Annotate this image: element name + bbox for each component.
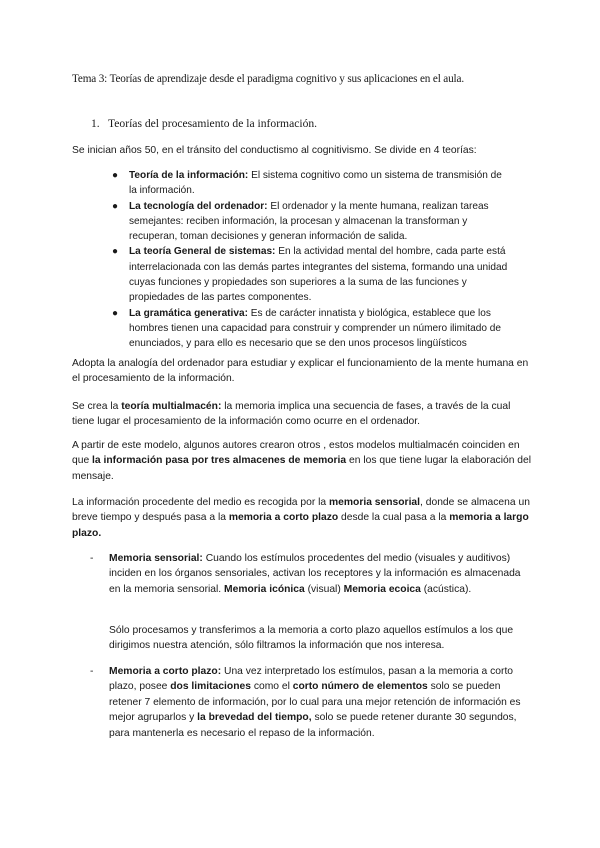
multistore-paragraph: [72, 399, 532, 430]
text-run: (acústica).: [420, 583, 472, 595]
bold-run: la brevedad del tiempo,: [197, 712, 312, 724]
text-run: Se crea la: [72, 401, 122, 412]
sensory-memory-text: [109, 551, 530, 597]
text-run: como el: [250, 681, 293, 693]
short-term-memory-text: [109, 664, 530, 741]
dash-marker: -: [90, 553, 94, 564]
theory-text: El sistema cognitivo como un sistema de transmisión de la información.: [129, 170, 502, 197]
bold-run: Memoria ecoica: [343, 583, 421, 595]
text-run: A partir de este modelo, algunos autores crearon otros , estos modelos multialmacén coinciden en que: [72, 440, 520, 467]
text-run: desde la cual pasa a la: [338, 512, 450, 524]
theories-list: [112, 168, 512, 352]
model-paragraph: [72, 438, 532, 484]
text-run: (visual): [304, 583, 344, 595]
bold-run: teoría multialmacén:: [121, 401, 222, 412]
theory-text: El ordenador y la mente humana, realizan tareas semejantes: reciben información, la procesan y almacenan la transforman y recuperan, toman decisiones y generan información de salida.: [129, 200, 489, 243]
text-run: solo se puede retener durante 30 segundos, para mantenerla es necesario el repaso de la información.: [109, 712, 517, 739]
section-number: 1.: [91, 117, 100, 130]
text-run: solo se pueden retener 7 elemento de información, por lo cual para una mejor retención de información es mejor agruparlos y: [109, 681, 521, 724]
bold-run: Memoria sensorial:: [109, 553, 203, 564]
analogy-paragraph: Adopta la analogía del ordenador para estudiar y explicar el funcionamiento de la mente humana en el procesamiento de la información.: [72, 358, 529, 385]
section-label: Teorías del procesamiento de la información.: [108, 117, 318, 130]
environment-paragraph: [72, 495, 532, 541]
intro-paragraph: Se inician años 50, en el tránsito del conductismo al cognitivismo. Se divide en 4 teorías:: [72, 145, 477, 156]
text-run: en los que tiene lugar la elaboración del mensaje.: [72, 455, 532, 482]
bold-run: Memoria icónica: [224, 583, 305, 595]
bold-run: memoria sensorial: [329, 497, 421, 508]
theory-name: La tecnología del ordenador:: [129, 200, 268, 212]
section-heading: [91, 117, 317, 130]
list-item: [112, 306, 512, 352]
bullet-icon: ●: [112, 307, 119, 319]
bold-run: memoria a corto plazo: [228, 512, 339, 524]
list-item: [112, 244, 512, 305]
bold-run: memoria a largo plazo.: [72, 512, 529, 539]
bullet-icon: ●: [112, 246, 119, 258]
bold-run: Memoria a corto plazo:: [109, 666, 222, 677]
theory-text: En la actividad mental del hombre, cada parte está interrelacionada con las demás partes integrantes del sistema, formando una unidad cuyas funciones y propiedades son superiores a la suma de las funciones y propiedades de las partes componentes.: [129, 246, 508, 304]
bold-run: la información pasa por tres almacenes de memoria: [92, 455, 347, 467]
text-run: Una vez interpretado los estímulos, pasan a la memoria a corto plazo, posee: [109, 666, 514, 693]
bold-run: corto número de elementos: [292, 681, 428, 693]
theory-name: Teoría de la información:: [129, 170, 249, 181]
theory-text: Es de carácter innatista y biológica, establece que los hombres tienen una capacidad para construir y comprender un número ilimitado de enunciados, y para ello es necesario que se den unos procesos lingüísticos: [129, 307, 501, 350]
theory-name: La teoría General de sistemas:: [129, 246, 276, 258]
text-run: , donde se almacena un breve tiempo y después pasa a la: [72, 497, 530, 524]
bullet-icon: ●: [112, 170, 119, 181]
sensory-memory-item: [90, 551, 530, 597]
text-run: la memoria implica una secuencia de fases, a través de la cual tiene lugar el procesamiento de la información como ocurre en el ordenador.: [72, 401, 511, 428]
dash-marker: -: [90, 666, 94, 677]
short-term-memory-item: [90, 664, 530, 741]
sensory-memory-note: Sólo procesamos y transferimos a la memoria a corto plazo aquellos estímulos a los que dirigimos nuestra atención, sólo filtramos la información que nos interesa.: [109, 625, 514, 652]
list-item: [112, 168, 512, 199]
bold-run: dos limitaciones: [170, 681, 251, 693]
bullet-icon: ●: [112, 200, 119, 212]
text-run: La información procedente del medio es recogida por la: [72, 497, 330, 508]
list-item: [112, 199, 512, 245]
document-title: Tema 3: Teorías de aprendizaje desde el paradigma cognitivo y sus aplicaciones en el aula.: [72, 73, 464, 85]
text-run: Cuando los estímulos procedentes del medio (visuales y auditivos) inciden en los órganos sensoriales, activan los receptores y la información es almacenada en la memoria sensorial.: [109, 553, 521, 595]
theory-name: La gramática generativa:: [129, 307, 248, 319]
